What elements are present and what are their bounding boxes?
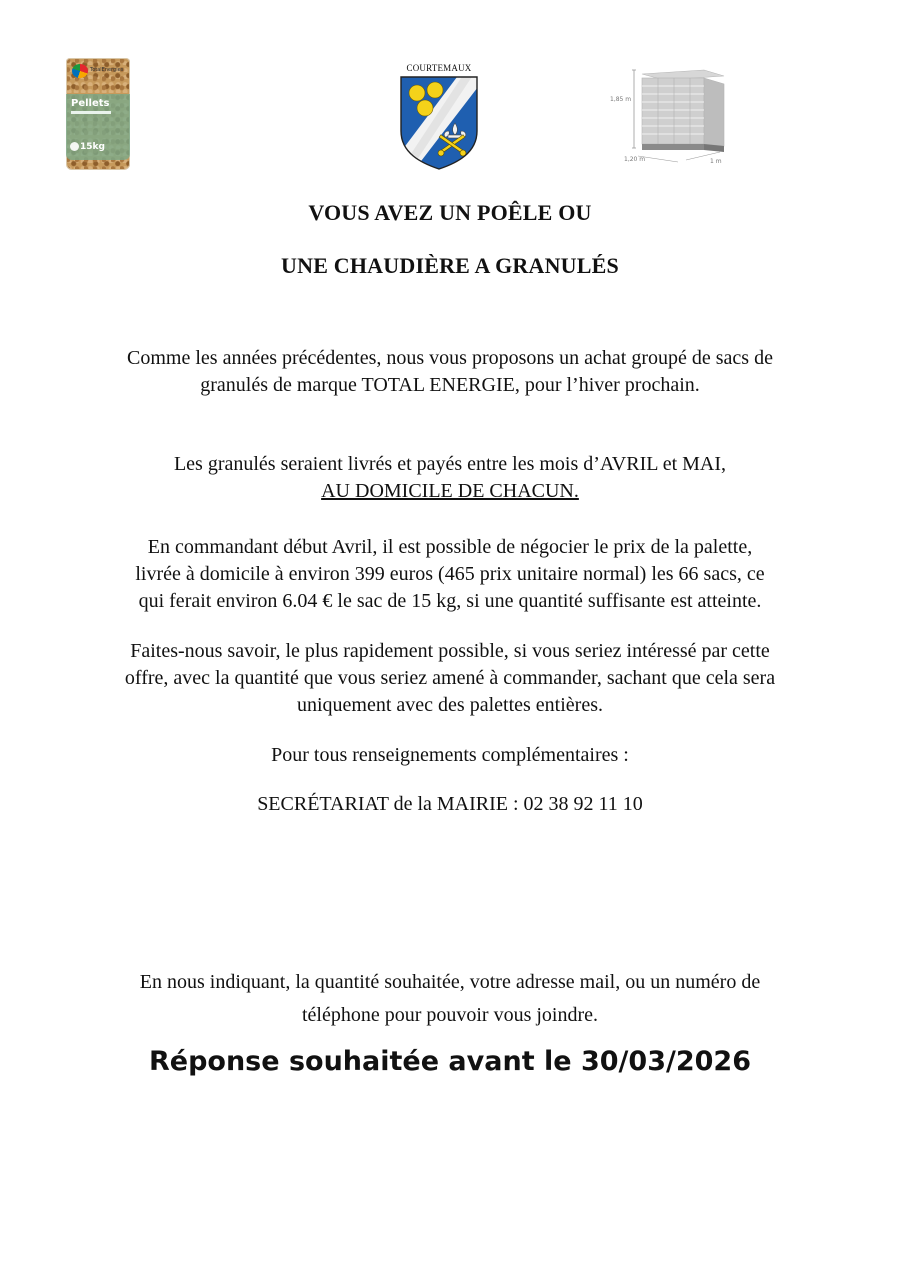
bag-brand: TotalEnergies (90, 67, 124, 73)
text-line: Faites-nous savoir, le plus rapidement possible, si vous seriez intéressé par cette (130, 640, 770, 662)
crest-shield-icon (397, 73, 481, 171)
bag-badge-icon (70, 142, 79, 151)
contact-phone: SECRÉTARIAT de la MAIRIE : 02 38 92 11 10 (257, 793, 643, 815)
text-line: qui ferait environ 6.04 € le sac de 15 kg, si une quantité suffisante est atteinte. (138, 590, 762, 612)
text-line: granulés de marque TOTAL ENERGIE, pour l’hiver prochain. (200, 374, 700, 396)
pallet-depth-label: 1 m (710, 158, 722, 165)
town-crest (394, 63, 484, 173)
info-heading: Pour tous renseignements complémentaires : (271, 744, 629, 766)
text-line: En commandant début Avril, il est possible de négocier le prix de la palette, (147, 536, 753, 558)
bag-weight: 15kg (80, 142, 105, 152)
text-line: Les granulés seraient livrés et payés entre les mois d’AVRIL et MAI, (173, 453, 727, 475)
totalenergies-logo-icon (72, 64, 88, 78)
pallet-width-label: 1,20 m (624, 156, 646, 163)
pallet-diagram-icon (608, 64, 738, 168)
text-line: offre, avec la quantité que vous seriez amené à commander, sachant que cela sera (124, 667, 776, 689)
response-deadline: Réponse souhaitée avant le 30/03/2026 (148, 1046, 751, 1077)
paragraph-delivery (0, 451, 900, 505)
text-line: téléphone pour pouvoir vous joindre. (301, 1004, 599, 1026)
text-line: livrée à domicile à environ 399 euros (465 prix unitaire normal) les 66 sacs, ce (135, 563, 765, 585)
title-line-2: UNE CHAUDIÈRE A GRANULÉS (281, 253, 619, 278)
pellet-bag-image (66, 58, 130, 170)
paragraph-intro (0, 345, 900, 399)
bag-stripe (71, 111, 111, 114)
paragraph-request (0, 638, 900, 719)
text-line: uniquement avec des palettes entières. (297, 694, 603, 716)
text-line (0, 478, 900, 505)
paragraph-price (0, 534, 900, 615)
crest-name: COURTEMAUX (406, 63, 472, 73)
pallet-height-label: 1,85 m (610, 96, 632, 103)
paragraph-contact-details (0, 966, 900, 1032)
bag-product: Pellets (71, 98, 110, 109)
delivery-emphasis: AU DOMICILE DE CHACUN. (321, 480, 579, 502)
title-line-1: VOUS AVEZ UN POÊLE OU (308, 200, 592, 225)
text-line: En nous indiquant, la quantité souhaitée, votre adresse mail, ou un numéro de (139, 971, 761, 993)
pellet-pallet-image (608, 64, 738, 168)
text-line: Comme les années précédentes, nous vous proposons un achat groupé de sacs de (127, 347, 773, 369)
